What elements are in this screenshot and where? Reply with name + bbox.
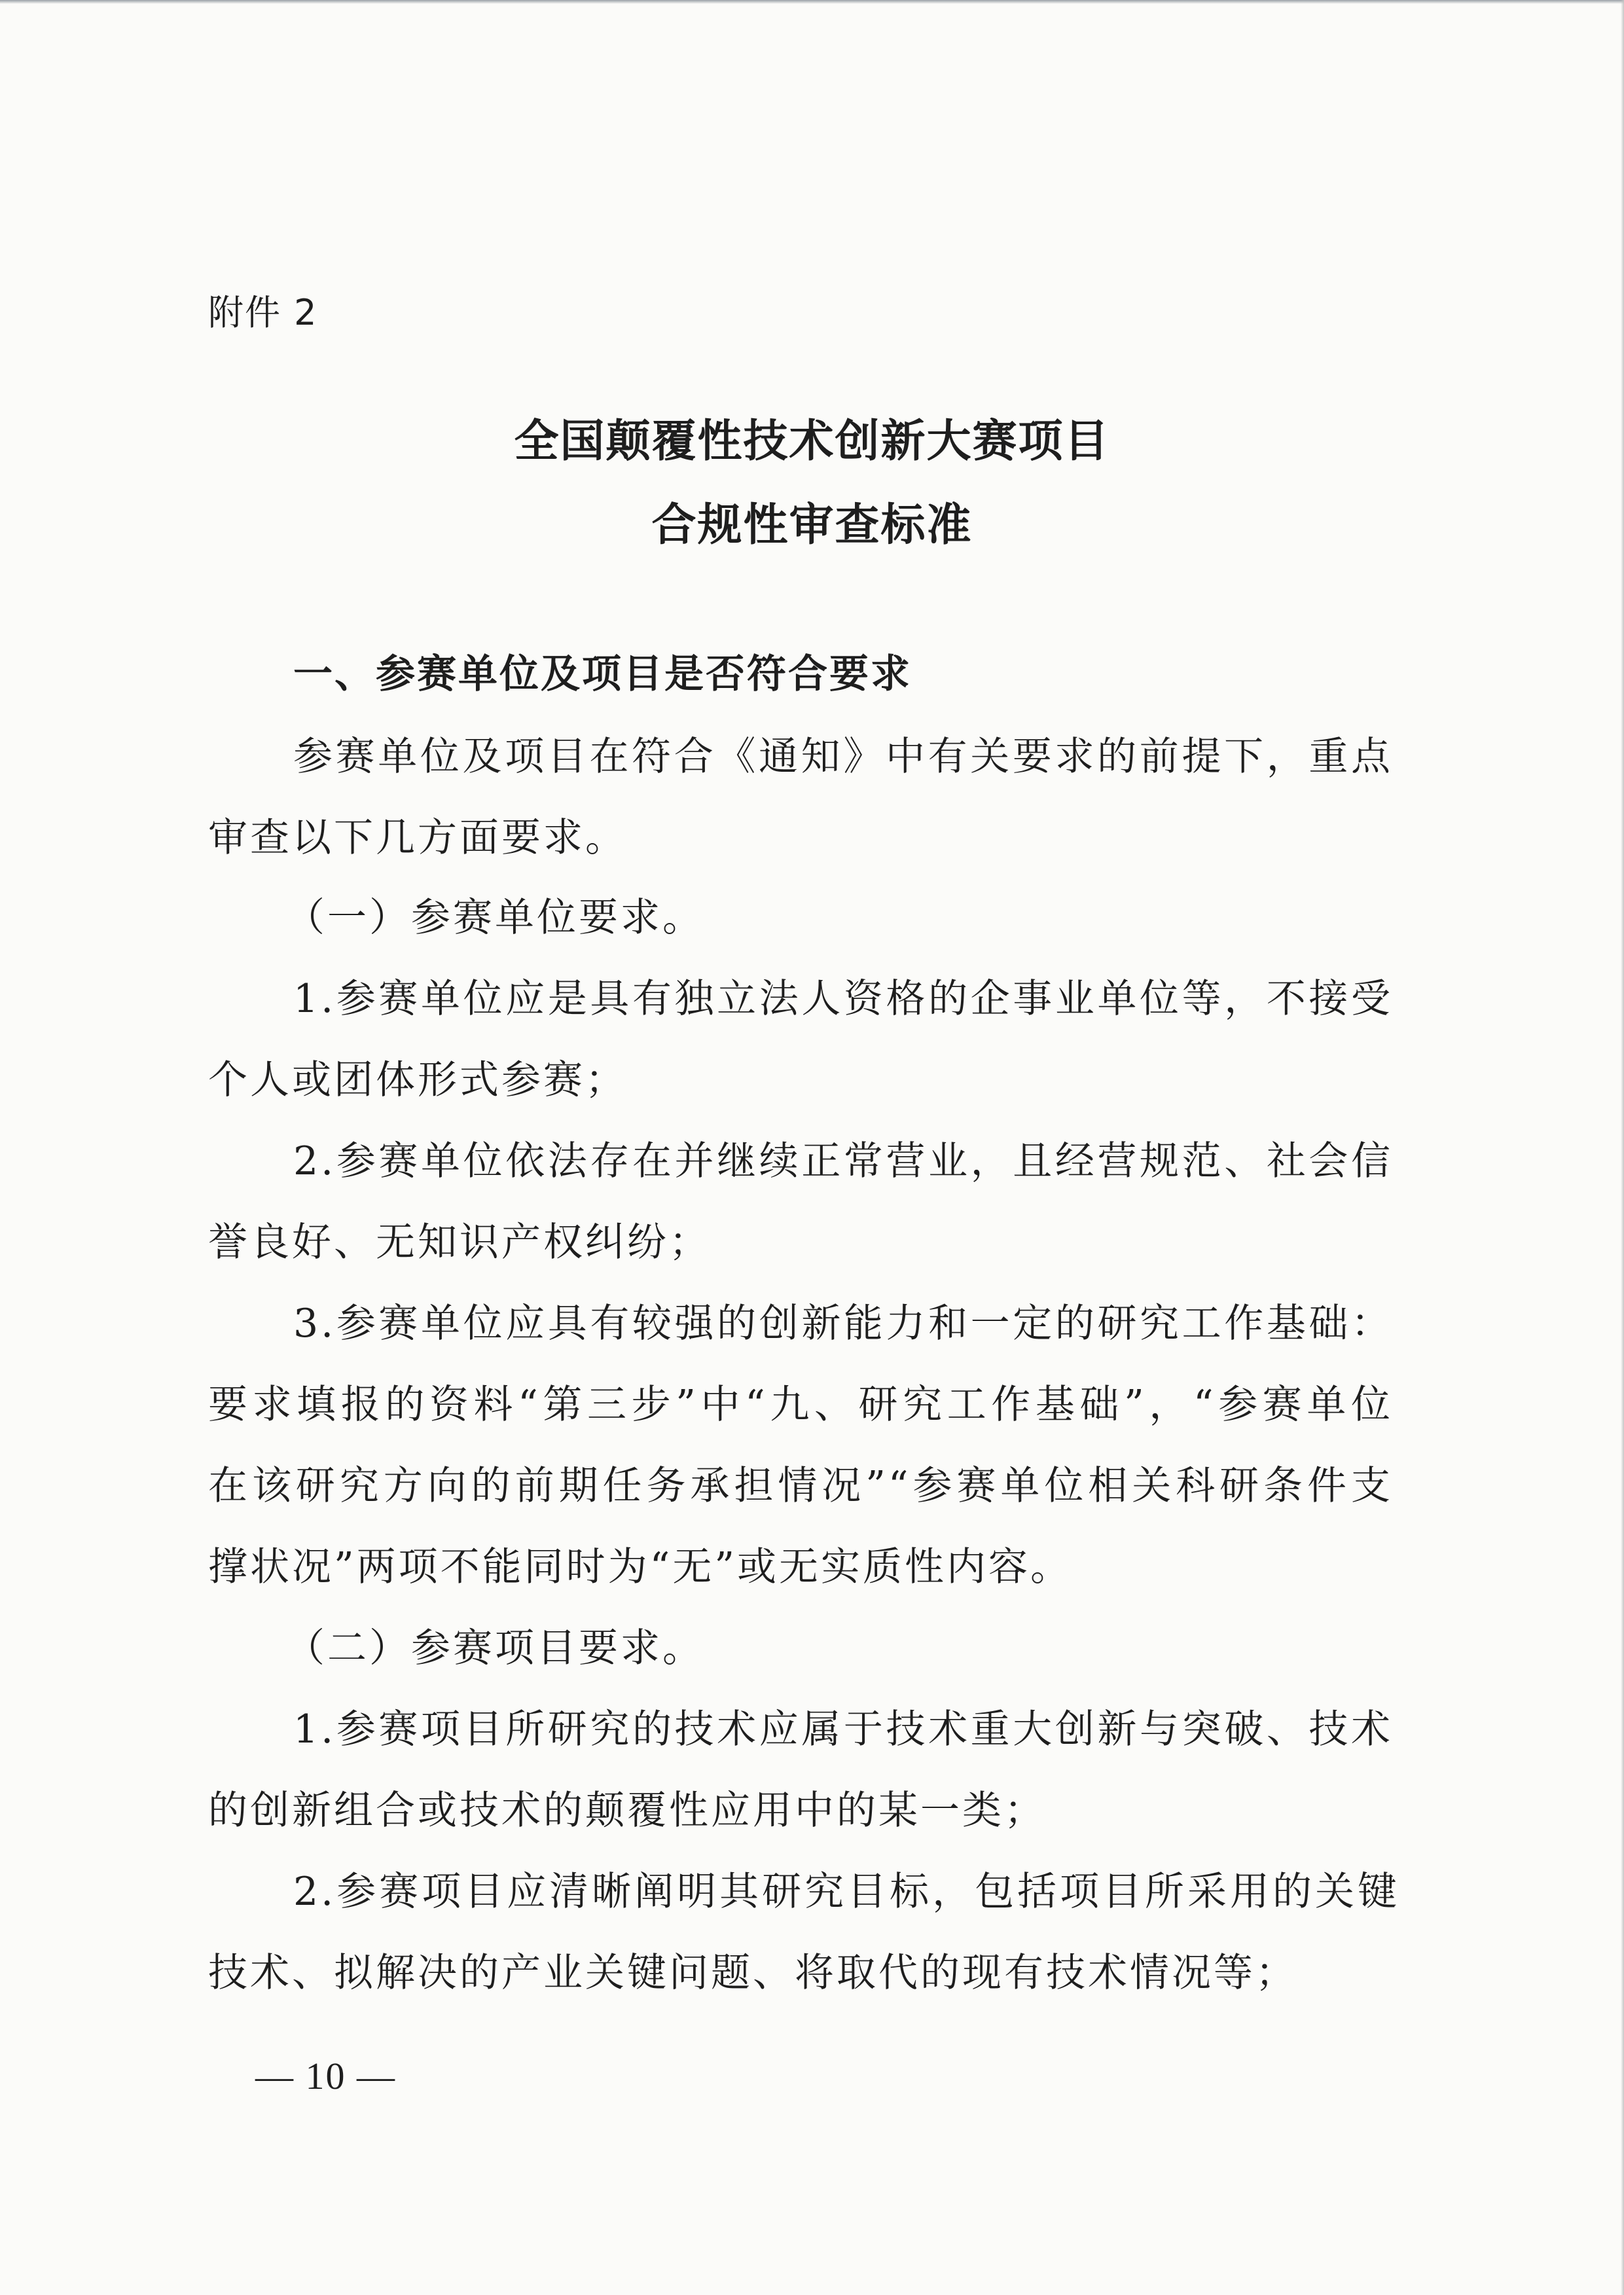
section-1-intro-line-2: 审查以下几方面要求。 [208, 815, 627, 861]
section-1-heading: 一、参赛单位及项目是否符合要求 [293, 651, 912, 697]
sub1-item-3-line-3: 在该研究方向的前期任务承担情况”“参赛单位相关科研条件支 [208, 1463, 1393, 1509]
sub1-item-3-line-2: 要求填报的资料“第三步”中“九、研究工作基础”，“参赛单位 [208, 1382, 1393, 1428]
scan-edge-right [1621, 0, 1624, 2295]
sub1-item-2-line-1: 2.参赛单位依法存在并继续正常营业，且经营规范、社会信 [293, 1138, 1393, 1184]
page-number: — 10 — [255, 2055, 396, 2097]
sub2-item-1-line-1: 1.参赛项目所研究的技术应属于技术重大创新与突破、技术 [293, 1707, 1393, 1752]
attachment-label: 附件 2 [208, 292, 318, 333]
subsection-2-heading: （二）参赛项目要求。 [285, 1625, 704, 1671]
subsection-1-heading: （一）参赛单位要求。 [285, 895, 704, 941]
document-title-line-2: 合规性审查标准 [651, 499, 973, 551]
sub1-item-1-line-1: 1.参赛单位应是具有独立法人资格的企事业单位等，不接受 [293, 976, 1393, 1022]
scan-edge-top [0, 0, 1624, 4]
sub1-item-3-line-4: 撑状况”两项不能同时为“无”或无实质性内容。 [208, 1544, 1073, 1590]
document-title-line-1: 全国颠覆性技术创新大赛项目 [514, 415, 1110, 467]
sub1-item-1-line-2: 个人或团体形式参赛； [208, 1057, 627, 1103]
sub2-item-1-line-2: 的创新组合或技术的颠覆性应用中的某一类； [208, 1788, 1046, 1834]
sub1-item-2-line-2: 誉良好、无知识产权纠纷； [208, 1220, 711, 1265]
sub2-item-2-line-1: 2.参赛项目应清晰阐明其研究目标，包括项目所采用的关键 [293, 1869, 1399, 1915]
sub2-item-2-line-2: 技术、拟解决的产业关键问题、将取代的现有技术情况等； [208, 1950, 1297, 1996]
section-1-intro-line-1: 参赛单位及项目在符合《通知》中有关要求的前提下，重点 [293, 734, 1393, 780]
sub1-item-3-line-1: 3.参赛单位应具有较强的创新能力和一定的研究工作基础： [293, 1301, 1393, 1346]
